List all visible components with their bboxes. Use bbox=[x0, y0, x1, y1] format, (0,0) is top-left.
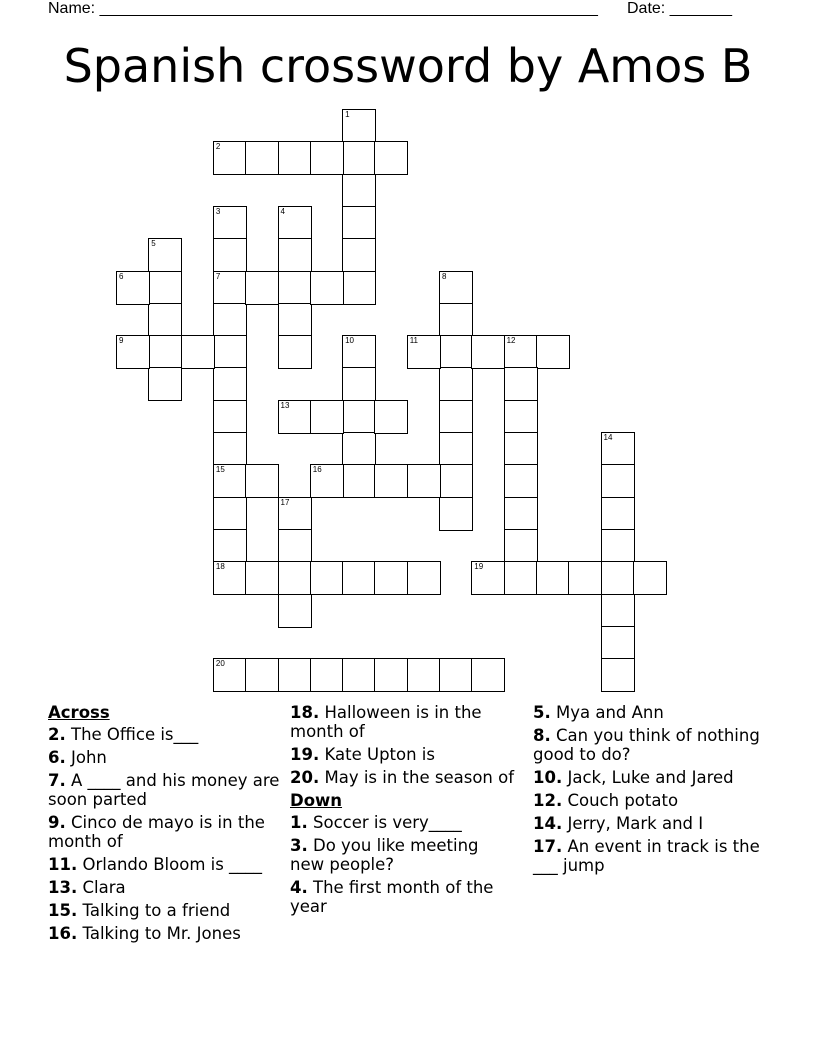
clue-number: 5 bbox=[151, 239, 156, 249]
grid-cell[interactable] bbox=[342, 109, 376, 143]
grid-cell[interactable] bbox=[601, 658, 635, 692]
clue-text: Clara bbox=[82, 878, 126, 897]
across-clue bbox=[48, 878, 283, 897]
grid-cell[interactable] bbox=[278, 271, 312, 305]
clue-num: 6. bbox=[48, 748, 66, 767]
clue-text: Do you like meeting new people? bbox=[290, 836, 479, 874]
grid-cell[interactable] bbox=[310, 400, 344, 434]
clue-number: 15 bbox=[215, 465, 225, 475]
grid-cell[interactable] bbox=[439, 658, 473, 692]
clue-num: 16. bbox=[48, 924, 78, 943]
grid-cell[interactable] bbox=[407, 335, 441, 369]
grid-cell[interactable] bbox=[245, 658, 279, 692]
grid-cell[interactable] bbox=[116, 335, 150, 369]
clue-text: Cinco de mayo is in the month of bbox=[48, 813, 265, 851]
grid-cell[interactable] bbox=[471, 658, 505, 692]
grid-cell[interactable] bbox=[245, 464, 279, 498]
grid-cell[interactable] bbox=[213, 432, 247, 466]
across-heading: Across bbox=[48, 703, 110, 722]
grid-cell[interactable] bbox=[342, 206, 376, 240]
grid-cell[interactable] bbox=[342, 238, 376, 272]
clue-num: 12. bbox=[533, 791, 563, 810]
grid-cell[interactable] bbox=[278, 400, 312, 434]
clue-num: 9. bbox=[48, 813, 66, 832]
grid-cell[interactable] bbox=[601, 497, 635, 531]
grid-cell[interactable] bbox=[278, 529, 312, 563]
grid-cell[interactable] bbox=[245, 141, 279, 175]
clue-num: 3. bbox=[290, 836, 308, 855]
clue-text: Jerry, Mark and I bbox=[567, 814, 704, 833]
grid-cell[interactable] bbox=[439, 464, 473, 498]
grid-cell[interactable] bbox=[633, 561, 667, 595]
grid-cell[interactable] bbox=[148, 367, 182, 401]
clue-num: 18. bbox=[290, 703, 320, 722]
grid-cell[interactable] bbox=[213, 400, 247, 434]
grid-cell[interactable] bbox=[374, 400, 408, 434]
down-clue bbox=[533, 768, 773, 787]
grid-cell[interactable] bbox=[213, 658, 247, 692]
grid-cell[interactable] bbox=[536, 561, 570, 595]
grid-cell[interactable] bbox=[342, 432, 376, 466]
grid-cell[interactable] bbox=[374, 561, 408, 595]
down-clue bbox=[533, 703, 773, 722]
grid-cell[interactable] bbox=[213, 238, 247, 272]
clue-num: 2. bbox=[48, 725, 66, 744]
grid-cell[interactable] bbox=[342, 141, 376, 175]
clue-number: 11 bbox=[409, 336, 418, 346]
down-clue bbox=[533, 814, 773, 833]
clue-number: 17 bbox=[280, 497, 290, 507]
grid-cell[interactable] bbox=[342, 271, 376, 305]
grid-cell[interactable] bbox=[601, 432, 635, 466]
grid-cell[interactable] bbox=[148, 303, 182, 337]
grid-cell[interactable] bbox=[568, 561, 602, 595]
grid-cell[interactable] bbox=[439, 432, 473, 466]
clue-number: 9 bbox=[119, 336, 124, 346]
clue-number: 6 bbox=[119, 271, 124, 281]
clue-number: 3 bbox=[215, 206, 221, 216]
grid-cell[interactable] bbox=[439, 303, 473, 337]
clue-number: 4 bbox=[280, 206, 285, 216]
clue-text: Orlando Bloom is ____ bbox=[82, 855, 263, 874]
across-clue bbox=[48, 855, 283, 874]
clue-text: An event in track is the ___ jump bbox=[533, 837, 760, 875]
grid-cell[interactable] bbox=[504, 400, 538, 434]
grid-cell[interactable] bbox=[278, 594, 312, 628]
grid-cell[interactable] bbox=[278, 497, 312, 531]
clue-num: 14. bbox=[533, 814, 563, 833]
clue-num: 13. bbox=[48, 878, 78, 897]
grid-cell[interactable] bbox=[213, 335, 247, 369]
clue-number: 16 bbox=[312, 465, 322, 475]
clue-text: The first month of the year bbox=[290, 878, 494, 916]
clue-num: 11. bbox=[48, 855, 78, 874]
grid-cell[interactable] bbox=[213, 561, 247, 595]
grid-cell[interactable] bbox=[342, 561, 376, 595]
grid-cell[interactable] bbox=[310, 464, 344, 498]
clue-text: Jack, Luke and Jared bbox=[567, 768, 734, 787]
down-clue bbox=[533, 791, 773, 810]
grid-cell[interactable] bbox=[278, 561, 312, 595]
grid-cell[interactable] bbox=[601, 529, 635, 563]
clues-column-1 bbox=[48, 703, 283, 947]
grid-cell[interactable] bbox=[278, 303, 312, 337]
grid-cell[interactable] bbox=[504, 497, 538, 531]
grid-cell[interactable] bbox=[504, 561, 538, 595]
grid-cell[interactable] bbox=[342, 400, 376, 434]
clue-text: Halloween is in the month of bbox=[290, 703, 482, 741]
grid-cell[interactable] bbox=[310, 141, 344, 175]
grid-cell[interactable] bbox=[342, 174, 376, 208]
grid-cell[interactable] bbox=[439, 335, 473, 369]
clue-text: A ____ and his money are soon parted bbox=[48, 771, 280, 809]
clue-number: 7 bbox=[215, 271, 221, 281]
clue-number: 13 bbox=[280, 400, 290, 410]
clue-num: 5. bbox=[533, 703, 551, 722]
down-clue bbox=[290, 836, 515, 874]
clue-text: Mya and Ann bbox=[556, 703, 664, 722]
grid-cell[interactable] bbox=[471, 561, 505, 595]
clue-num: 1. bbox=[290, 813, 308, 832]
grid-cell[interactable] bbox=[504, 432, 538, 466]
grid-cell[interactable] bbox=[245, 561, 279, 595]
across-clue bbox=[48, 813, 283, 851]
grid-cell[interactable] bbox=[278, 658, 312, 692]
across-clue bbox=[48, 901, 283, 920]
grid-cell[interactable] bbox=[601, 464, 635, 498]
grid-cell[interactable] bbox=[374, 464, 408, 498]
grid-cell[interactable] bbox=[310, 561, 344, 595]
grid-cell[interactable] bbox=[374, 141, 408, 175]
grid-cell[interactable] bbox=[116, 271, 150, 305]
clue-number: 10 bbox=[345, 336, 354, 346]
clues-column-3 bbox=[533, 703, 773, 879]
grid-cell[interactable] bbox=[439, 367, 473, 401]
grid-cell[interactable] bbox=[278, 238, 312, 272]
across-clue bbox=[48, 748, 283, 767]
grid-cell[interactable] bbox=[536, 335, 570, 369]
across-clue bbox=[290, 703, 515, 741]
grid-cell[interactable] bbox=[407, 464, 441, 498]
grid-cell[interactable] bbox=[213, 206, 247, 240]
clue-num: 4. bbox=[290, 878, 308, 897]
grid-cell[interactable] bbox=[310, 271, 344, 305]
clue-num: 20. bbox=[290, 768, 320, 787]
grid-cell[interactable] bbox=[504, 367, 538, 401]
grid-cell[interactable] bbox=[504, 335, 538, 369]
clue-text: Can you think of nothing good to do? bbox=[533, 726, 760, 764]
grid-cell[interactable] bbox=[213, 303, 247, 337]
name-label: Name: bbox=[48, 0, 100, 17]
grid-cell[interactable] bbox=[213, 141, 247, 175]
down-clue bbox=[290, 813, 515, 832]
name-line: ________________________________________________________ bbox=[99, 0, 598, 17]
clue-number: 19 bbox=[474, 562, 484, 572]
clue-num: 7. bbox=[48, 771, 66, 790]
clue-num: 8. bbox=[533, 726, 551, 745]
clue-text: John bbox=[71, 748, 107, 767]
clue-number: 1 bbox=[345, 110, 350, 119]
grid-cell[interactable] bbox=[213, 497, 247, 531]
down-clue bbox=[533, 726, 773, 764]
grid-cell[interactable] bbox=[278, 141, 312, 175]
grid-cell[interactable] bbox=[407, 658, 441, 692]
clue-num: 19. bbox=[290, 745, 320, 764]
grid-cell[interactable] bbox=[213, 529, 247, 563]
clue-text: Couch potato bbox=[567, 791, 679, 810]
grid-cell[interactable] bbox=[213, 367, 247, 401]
grid-cell[interactable] bbox=[439, 271, 473, 305]
grid-cell[interactable] bbox=[148, 335, 182, 369]
across-clue bbox=[48, 725, 283, 744]
down-heading: Down bbox=[290, 791, 343, 810]
down-clue bbox=[533, 837, 773, 875]
grid-cell[interactable] bbox=[601, 561, 635, 595]
grid-cell[interactable] bbox=[601, 594, 635, 628]
grid-cell[interactable] bbox=[310, 658, 344, 692]
grid-cell[interactable] bbox=[374, 658, 408, 692]
grid-cell[interactable] bbox=[342, 335, 376, 369]
across-clue bbox=[290, 745, 515, 764]
across-clue bbox=[290, 768, 515, 787]
date-label: Date: bbox=[627, 0, 670, 17]
grid-cell[interactable] bbox=[407, 561, 441, 595]
across-clue bbox=[48, 771, 283, 809]
grid-cell[interactable] bbox=[213, 464, 247, 498]
clue-number: 8 bbox=[442, 271, 447, 281]
clue-num: 10. bbox=[533, 768, 563, 787]
clue-number: 2 bbox=[215, 142, 221, 152]
clue-number: 14 bbox=[603, 433, 613, 442]
grid-cell[interactable] bbox=[181, 335, 215, 369]
page-title: Spanish crossword by Amos B bbox=[63, 39, 753, 93]
grid-cell[interactable] bbox=[148, 238, 182, 272]
grid-cell[interactable] bbox=[504, 529, 538, 563]
grid-cell[interactable] bbox=[439, 400, 473, 434]
date-line: _______ bbox=[669, 0, 732, 17]
grid-cell[interactable] bbox=[601, 626, 635, 660]
clue-number: 20 bbox=[215, 659, 225, 669]
clue-text: May is in the season of bbox=[324, 768, 515, 787]
grid-cell[interactable] bbox=[278, 335, 312, 369]
down-clue bbox=[290, 878, 515, 916]
grid-cell[interactable] bbox=[342, 367, 376, 401]
date-field[interactable] bbox=[627, 0, 732, 18]
grid-cell[interactable] bbox=[471, 335, 505, 369]
grid-cell[interactable] bbox=[245, 271, 279, 305]
clue-num: 17. bbox=[533, 837, 563, 856]
clue-text: Talking to a friend bbox=[82, 901, 231, 920]
grid-cell[interactable] bbox=[278, 206, 312, 240]
clue-text: Soccer is very____ bbox=[313, 813, 462, 832]
grid-cell[interactable] bbox=[342, 658, 376, 692]
clue-num: 15. bbox=[48, 901, 78, 920]
clue-text: The Office is___ bbox=[71, 725, 199, 744]
clue-number: 12 bbox=[506, 336, 516, 346]
name-field[interactable] bbox=[48, 0, 598, 18]
clue-text: Kate Upton is bbox=[324, 745, 435, 764]
grid-cell[interactable] bbox=[504, 464, 538, 498]
clue-text: Talking to Mr. Jones bbox=[82, 924, 241, 943]
grid-cell[interactable] bbox=[148, 271, 182, 305]
clues-column-2 bbox=[290, 703, 515, 920]
clue-number: 18 bbox=[215, 562, 225, 572]
across-clue bbox=[48, 924, 283, 943]
grid-cell[interactable] bbox=[439, 497, 473, 531]
grid-cell[interactable] bbox=[213, 271, 247, 305]
grid-cell[interactable] bbox=[342, 464, 376, 498]
